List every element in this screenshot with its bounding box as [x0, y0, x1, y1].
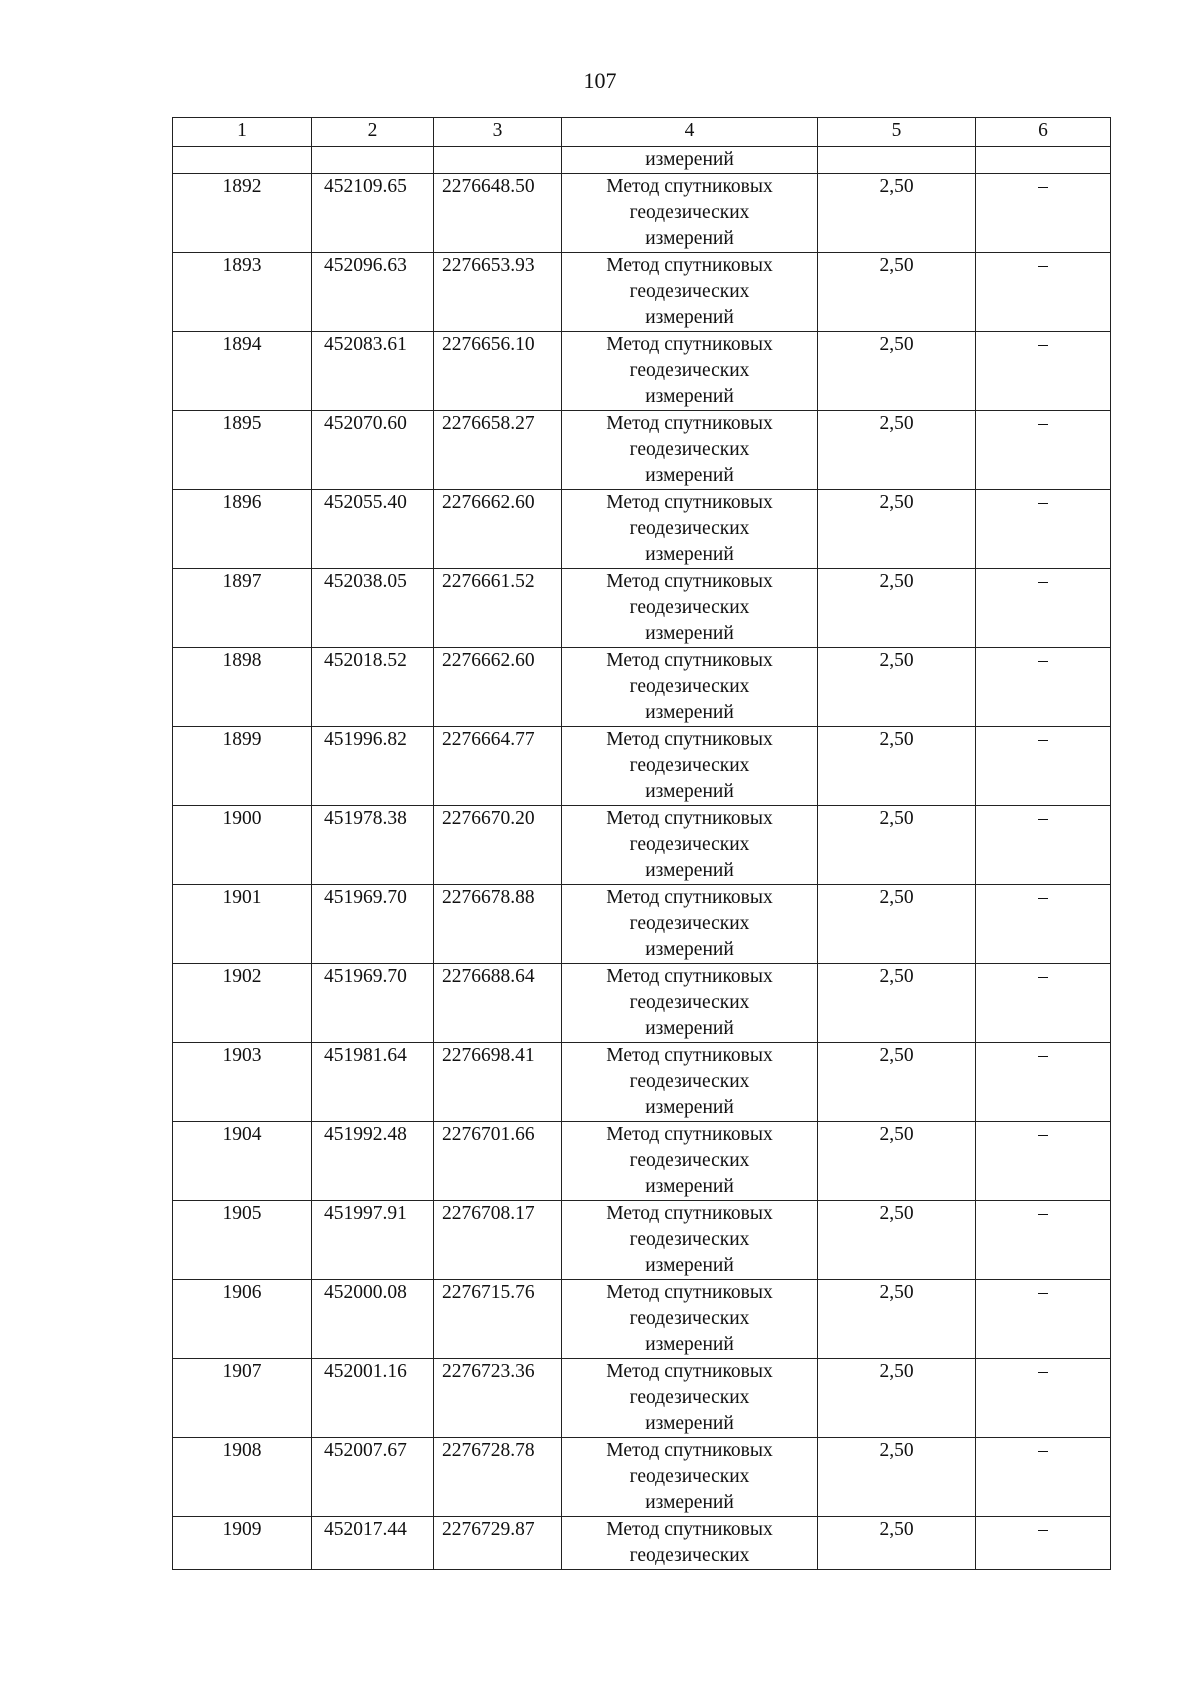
method-cell [562, 1280, 818, 1359]
carry-cell-6 [976, 147, 1111, 174]
y-coordinate-cell: 2276662.60 [434, 648, 562, 727]
table-row [173, 411, 1111, 490]
method-line: Метод спутниковых [606, 966, 773, 987]
method-line: геодезических [629, 281, 750, 302]
y-coordinate-cell: 2276661.52 [434, 569, 562, 648]
accuracy-cell: 2,50 [818, 727, 976, 806]
method-line: геодезических [629, 1229, 750, 1250]
y-coordinate-cell: 2276701.66 [434, 1122, 562, 1201]
y-coordinate-cell: 2276723.36 [434, 1359, 562, 1438]
carry-over-row [173, 147, 1111, 174]
x-coordinate-cell: 452070.60 [312, 411, 434, 490]
x-coordinate-cell: 452096.63 [312, 253, 434, 332]
method-line: геодезических [629, 1071, 750, 1092]
table-row [173, 885, 1111, 964]
note-cell: – [976, 1359, 1111, 1438]
method-cell [562, 332, 818, 411]
method-cell [562, 569, 818, 648]
table-row [173, 253, 1111, 332]
method-cell [562, 1201, 818, 1280]
method-line: измерений [645, 860, 734, 881]
point-number-cell: 1898 [173, 648, 312, 727]
method-line: геодезических [629, 834, 750, 855]
note-cell: – [976, 885, 1111, 964]
carry-cell-3 [434, 147, 562, 174]
method-cell [562, 1438, 818, 1517]
x-coordinate-cell: 452001.16 [312, 1359, 434, 1438]
accuracy-cell: 2,50 [818, 806, 976, 885]
note-cell: – [976, 1043, 1111, 1122]
x-coordinate-cell: 451969.70 [312, 964, 434, 1043]
column-header-4: 4 [562, 118, 818, 147]
y-coordinate-cell: 2276688.64 [434, 964, 562, 1043]
point-number-cell: 1904 [173, 1122, 312, 1201]
x-coordinate-cell: 452018.52 [312, 648, 434, 727]
method-line: Метод спутниковых [606, 1203, 773, 1224]
method-line: измерений [645, 1018, 734, 1039]
note-cell: – [976, 569, 1111, 648]
method-cell [562, 885, 818, 964]
y-coordinate-cell: 2276698.41 [434, 1043, 562, 1122]
method-line: геодезических [629, 676, 750, 697]
accuracy-cell: 2,50 [818, 253, 976, 332]
point-number-cell: 1896 [173, 490, 312, 569]
point-number-cell: 1901 [173, 885, 312, 964]
method-line: геодезических [629, 755, 750, 776]
point-number-cell: 1908 [173, 1438, 312, 1517]
method-line: измерений [645, 386, 734, 407]
method-line: Метод спутниковых [606, 887, 773, 908]
point-number-cell: 1905 [173, 1201, 312, 1280]
x-coordinate-cell: 451992.48 [312, 1122, 434, 1201]
method-line: измерений [645, 1097, 734, 1118]
accuracy-cell: 2,50 [818, 1359, 976, 1438]
method-cell [562, 1043, 818, 1122]
method-line: геодезических [629, 439, 750, 460]
note-cell: – [976, 411, 1111, 490]
y-coordinate-cell: 2276728.78 [434, 1438, 562, 1517]
point-number-cell: 1900 [173, 806, 312, 885]
table-row [173, 1517, 1111, 1570]
x-coordinate-cell: 451996.82 [312, 727, 434, 806]
x-coordinate-cell: 451997.91 [312, 1201, 434, 1280]
method-line: Метод спутниковых [606, 1519, 773, 1540]
accuracy-cell: 2,50 [818, 1517, 976, 1570]
method-line: измерений [645, 1334, 734, 1355]
method-line: Метод спутниковых [606, 1440, 773, 1461]
carry-cell-5 [818, 147, 976, 174]
method-cell [562, 253, 818, 332]
note-cell: – [976, 253, 1111, 332]
x-coordinate-cell: 451978.38 [312, 806, 434, 885]
accuracy-cell: 2,50 [818, 1122, 976, 1201]
y-coordinate-cell: 2276662.60 [434, 490, 562, 569]
method-cell [562, 648, 818, 727]
method-line: геодезических [629, 1308, 750, 1329]
method-line: Метод спутниковых [606, 176, 773, 197]
method-line: Метод спутниковых [606, 413, 773, 434]
note-cell: – [976, 1517, 1111, 1570]
point-number-cell: 1897 [173, 569, 312, 648]
method-line: Метод спутниковых [606, 1124, 773, 1145]
method-line: геодезических [629, 992, 750, 1013]
table-row [173, 569, 1111, 648]
point-number-cell: 1906 [173, 1280, 312, 1359]
table-row [173, 1201, 1111, 1280]
method-line: Метод спутниковых [606, 1282, 773, 1303]
note-cell: – [976, 1280, 1111, 1359]
method-line: измерений [645, 623, 734, 644]
carry-cell-method: измерений [562, 147, 818, 174]
note-cell: – [976, 1438, 1111, 1517]
table-row [173, 490, 1111, 569]
method-line: геодезических [629, 597, 750, 618]
column-number-row [173, 118, 1111, 147]
accuracy-cell: 2,50 [818, 411, 976, 490]
point-number-cell: 1895 [173, 411, 312, 490]
column-header-1: 1 [173, 118, 312, 147]
method-line: геодезических [629, 913, 750, 934]
method-line: измерений [645, 1255, 734, 1276]
accuracy-cell: 2,50 [818, 1043, 976, 1122]
accuracy-cell: 2,50 [818, 1201, 976, 1280]
method-line: Метод спутниковых [606, 492, 773, 513]
method-line: измерений [645, 544, 734, 565]
point-number-cell: 1909 [173, 1517, 312, 1570]
method-line: геодезических [629, 518, 750, 539]
table-row [173, 806, 1111, 885]
note-cell: – [976, 1201, 1111, 1280]
carry-cell-2 [312, 147, 434, 174]
note-cell: – [976, 806, 1111, 885]
column-header-3: 3 [434, 118, 562, 147]
point-number-cell: 1894 [173, 332, 312, 411]
accuracy-cell: 2,50 [818, 332, 976, 411]
y-coordinate-cell: 2276715.76 [434, 1280, 562, 1359]
method-line: измерений [645, 1413, 734, 1434]
accuracy-cell: 2,50 [818, 648, 976, 727]
method-line: измерений [645, 1492, 734, 1513]
method-line: измерений [645, 1176, 734, 1197]
accuracy-cell: 2,50 [818, 1280, 976, 1359]
method-cell [562, 1517, 818, 1570]
table-row [173, 332, 1111, 411]
method-line: измерений [645, 781, 734, 802]
note-cell: – [976, 174, 1111, 253]
method-line: Метод спутниковых [606, 729, 773, 750]
table-row [173, 964, 1111, 1043]
method-line: геодезических [629, 360, 750, 381]
method-line: геодезических [629, 1387, 750, 1408]
note-cell: – [976, 1122, 1111, 1201]
method-line: геодезических [629, 1545, 750, 1566]
x-coordinate-cell: 452000.08 [312, 1280, 434, 1359]
point-number-cell: 1907 [173, 1359, 312, 1438]
accuracy-cell: 2,50 [818, 569, 976, 648]
point-number-cell: 1899 [173, 727, 312, 806]
method-line: измерений [645, 307, 734, 328]
method-line: Метод спутниковых [606, 334, 773, 355]
method-cell [562, 964, 818, 1043]
method-line: геодезических [629, 1150, 750, 1171]
method-cell [562, 1122, 818, 1201]
accuracy-cell: 2,50 [818, 1438, 976, 1517]
method-line: Метод спутниковых [606, 255, 773, 276]
table-row [173, 1438, 1111, 1517]
method-line: измерений [645, 228, 734, 249]
x-coordinate-cell: 452017.44 [312, 1517, 434, 1570]
y-coordinate-cell: 2276664.77 [434, 727, 562, 806]
x-coordinate-cell: 451969.70 [312, 885, 434, 964]
method-cell [562, 490, 818, 569]
method-line: измерений [645, 465, 734, 486]
point-number-cell: 1902 [173, 964, 312, 1043]
method-cell [562, 411, 818, 490]
column-header-6: 6 [976, 118, 1111, 147]
note-cell: – [976, 332, 1111, 411]
method-line: Метод спутниковых [606, 571, 773, 592]
table-row [173, 727, 1111, 806]
table-body [173, 118, 1111, 1570]
table-row [173, 648, 1111, 727]
carry-cell-1 [173, 147, 312, 174]
x-coordinate-cell: 452007.67 [312, 1438, 434, 1517]
y-coordinate-cell: 2276653.93 [434, 253, 562, 332]
table-row [173, 174, 1111, 253]
method-line: измерений [645, 702, 734, 723]
point-number-cell: 1903 [173, 1043, 312, 1122]
method-line: геодезических [629, 202, 750, 223]
y-coordinate-cell: 2276648.50 [434, 174, 562, 253]
point-number-cell: 1892 [173, 174, 312, 253]
method-line: Метод спутниковых [606, 808, 773, 829]
x-coordinate-cell: 452109.65 [312, 174, 434, 253]
method-cell [562, 1359, 818, 1438]
method-cell [562, 806, 818, 885]
table-row [173, 1280, 1111, 1359]
y-coordinate-cell: 2276729.87 [434, 1517, 562, 1570]
table-row [173, 1122, 1111, 1201]
y-coordinate-cell: 2276708.17 [434, 1201, 562, 1280]
method-line: Метод спутниковых [606, 1045, 773, 1066]
y-coordinate-cell: 2276670.20 [434, 806, 562, 885]
method-line: геодезических [629, 1466, 750, 1487]
note-cell: – [976, 490, 1111, 569]
point-number-cell: 1893 [173, 253, 312, 332]
method-cell [562, 174, 818, 253]
accuracy-cell: 2,50 [818, 885, 976, 964]
page-number: 107 [583, 68, 617, 93]
y-coordinate-cell: 2276658.27 [434, 411, 562, 490]
note-cell: – [976, 727, 1111, 806]
y-coordinate-cell: 2276678.88 [434, 885, 562, 964]
accuracy-cell: 2,50 [818, 490, 976, 569]
column-header-2: 2 [312, 118, 434, 147]
column-header-5: 5 [818, 118, 976, 147]
note-cell: – [976, 964, 1111, 1043]
method-line: Метод спутниковых [606, 1361, 773, 1382]
accuracy-cell: 2,50 [818, 174, 976, 253]
table-row [173, 1043, 1111, 1122]
x-coordinate-cell: 452083.61 [312, 332, 434, 411]
table-row [173, 1359, 1111, 1438]
x-coordinate-cell: 452055.40 [312, 490, 434, 569]
accuracy-cell: 2,50 [818, 964, 976, 1043]
x-coordinate-cell: 452038.05 [312, 569, 434, 648]
coordinates-table [172, 117, 1111, 1570]
y-coordinate-cell: 2276656.10 [434, 332, 562, 411]
method-cell [562, 727, 818, 806]
x-coordinate-cell: 451981.64 [312, 1043, 434, 1122]
note-cell: – [976, 648, 1111, 727]
method-line: измерений [645, 939, 734, 960]
method-line: Метод спутниковых [606, 650, 773, 671]
